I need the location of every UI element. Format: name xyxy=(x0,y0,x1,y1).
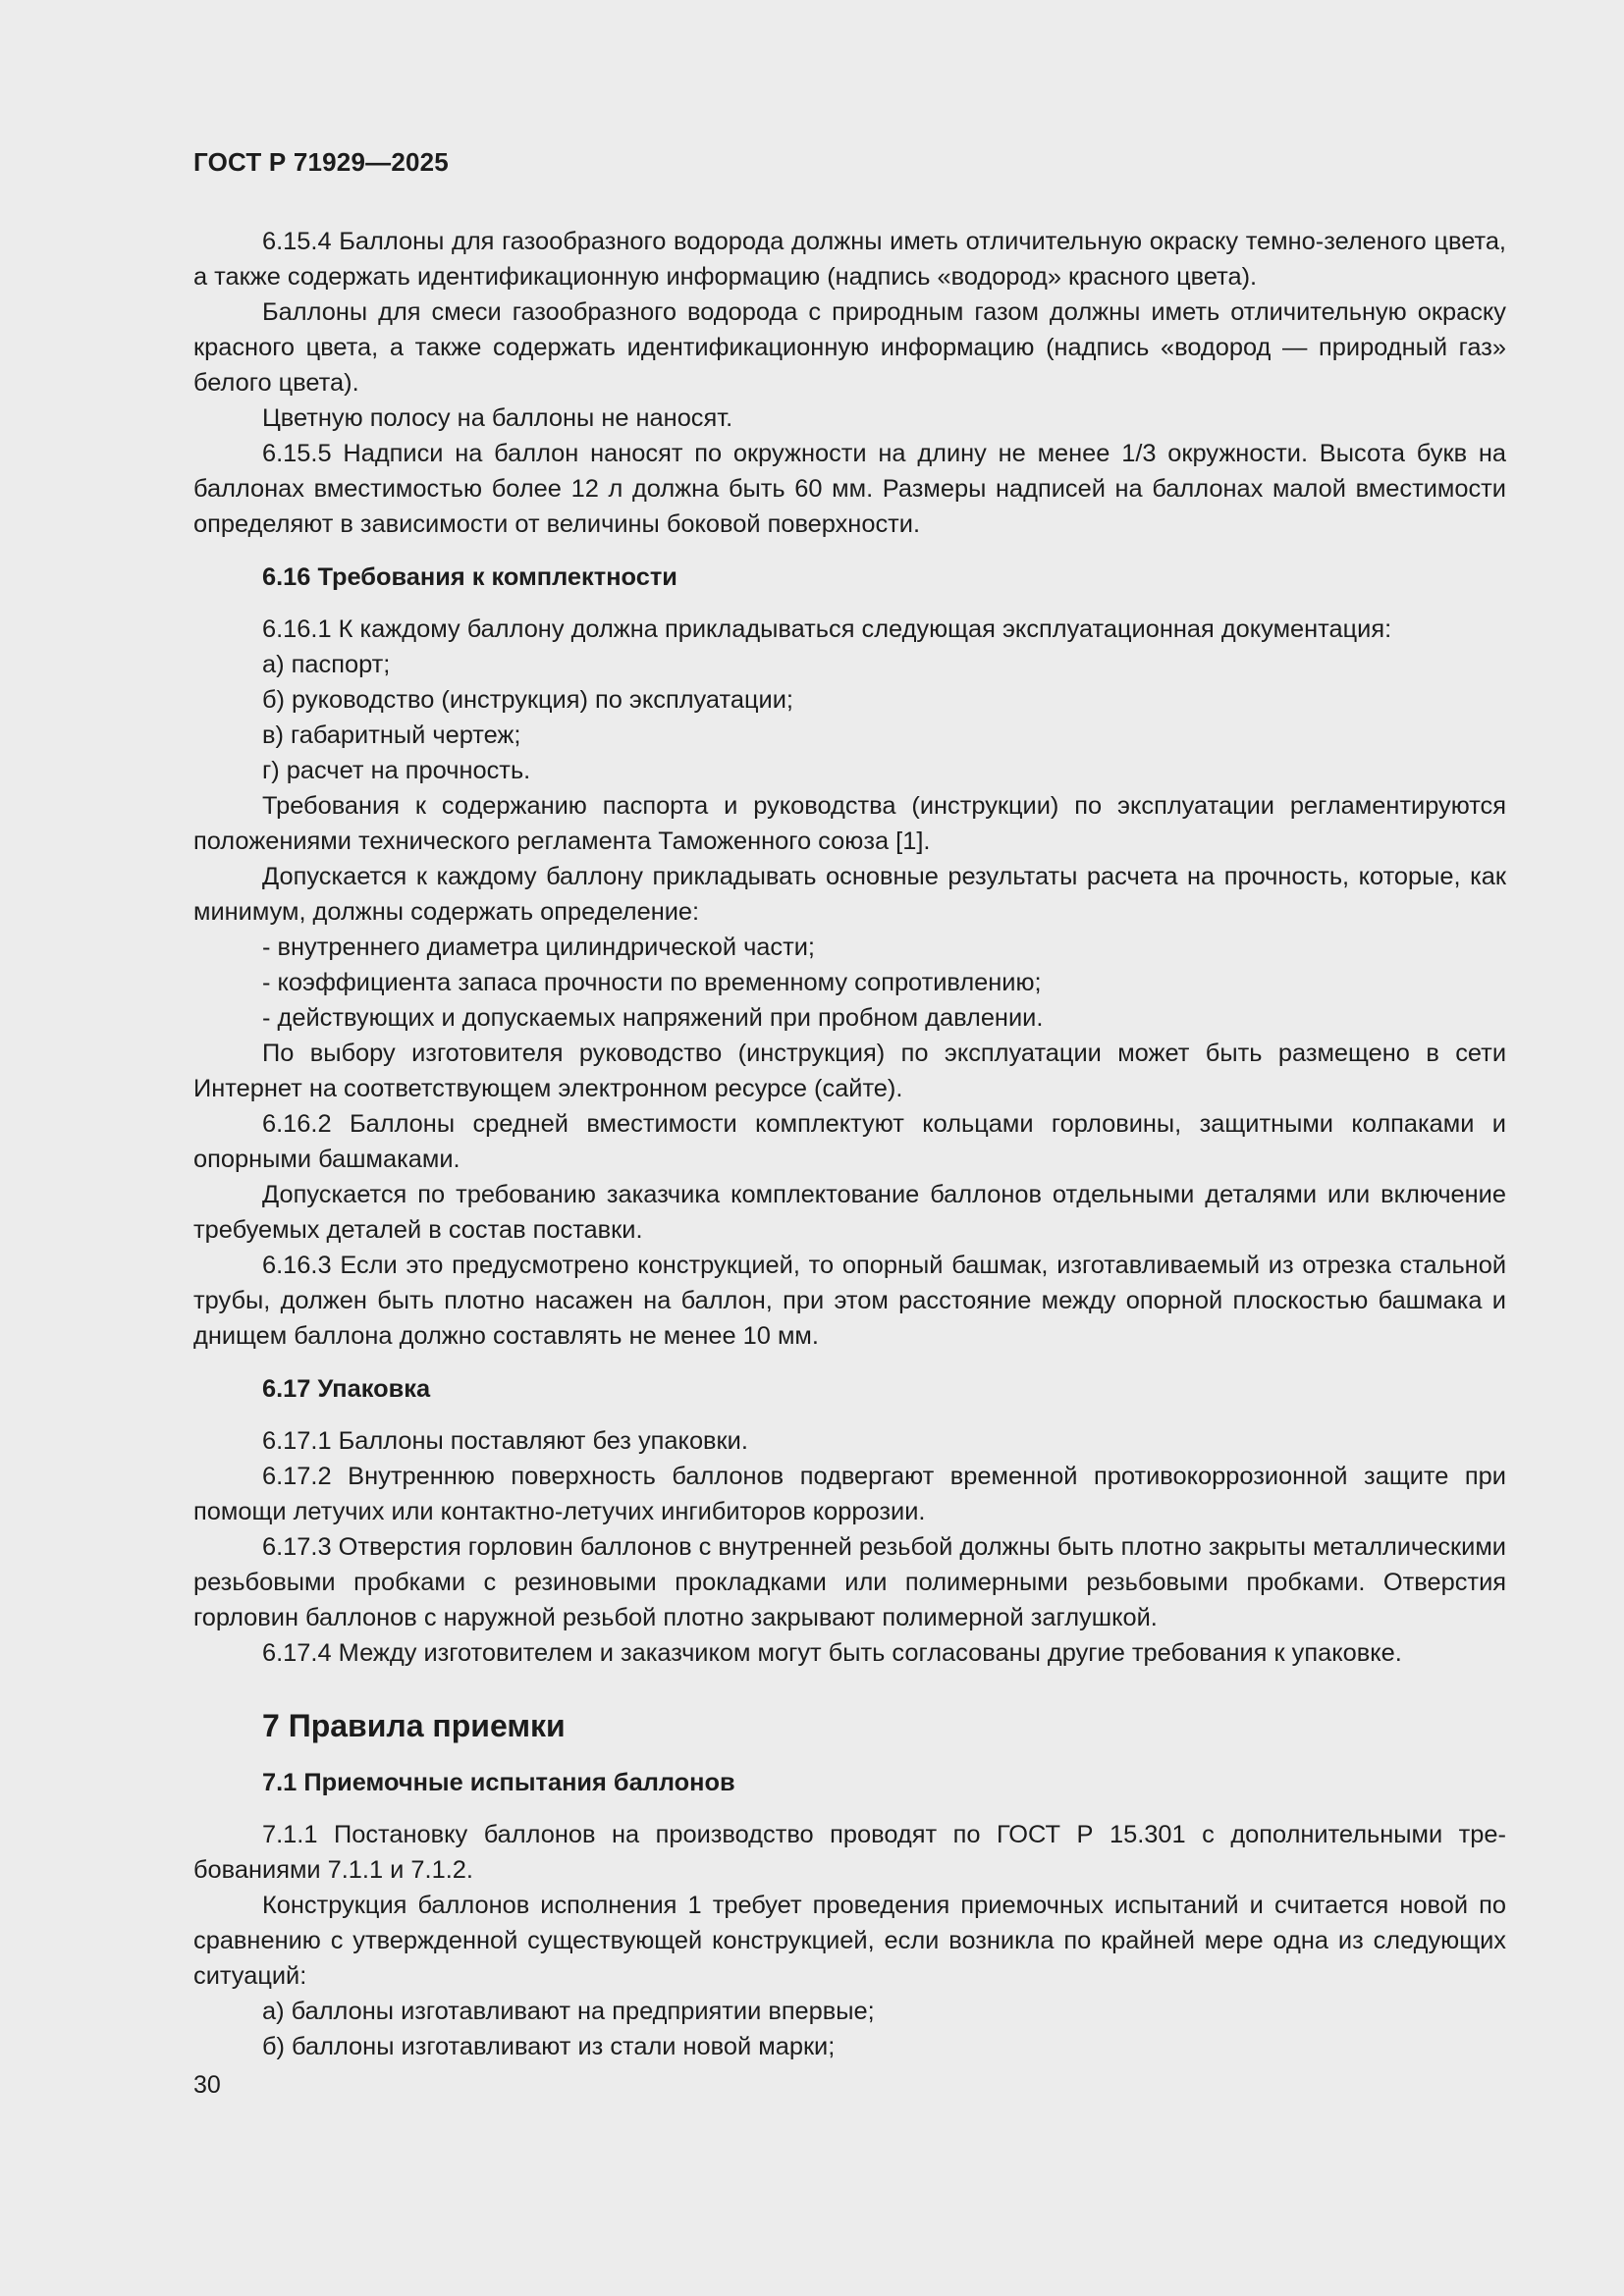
paragraph: Требования к содержанию паспорта и руководства (инструкции) по эксплуатации регламентируются положениями технического регламента Таможенного союза [1]. xyxy=(193,792,1506,855)
paragraph: 6.16.3 Если это предусмотрено конструкцией, то опорный башмак, изготавливаемый из отрезка стальной трубы, должен быть плотно насажен на баллон, при этом расстояние между опорной плоскостью башмака и днищем баллона должно составлять не менее 10 мм. xyxy=(193,1252,1506,1350)
list-item: - действующих и допускаемых напряжений при пробном давлении. xyxy=(262,1004,1044,1032)
list-item: - коэффициента запаса прочности по временному сопротивлению; xyxy=(262,969,1042,996)
list-item: б) баллоны изготавливают из стали новой марки; xyxy=(262,2033,836,2060)
paragraph: 6.16.2 Баллоны средней вместимости комплектуют кольцами горловины, защитными колпаками и опорными башмаками. xyxy=(193,1110,1506,1173)
list-item: - внутреннего диаметра цилиндрической части; xyxy=(262,934,815,961)
paragraph: Конструкция баллонов исполнения 1 требует проведения приемочных испытаний и считается новой по сравнению с утвержденной существующей конструкцией, если возникла по крайней мере одна из следующих ситуаций: xyxy=(193,1892,1506,1990)
list-item: г) расчет на прочность. xyxy=(262,757,531,784)
paragraph: Допускается к каждому баллону прикладывать основные результаты расчета на прочность, которые, как минимум, должны содержать определение: xyxy=(193,863,1506,926)
document-header: ГОСТ Р 71929—2025 xyxy=(193,147,449,177)
list-item: в) габаритный чертеж; xyxy=(262,721,521,749)
paragraph: По выбору изготовителя руководство (инструкция) по эксплуатации может быть размещено в сети Интернет на соответствующем электронном ресурсе (сайте). xyxy=(193,1040,1506,1102)
paragraph: 6.17.1 Баллоны поставляют без упаковки. xyxy=(262,1427,748,1455)
paragraph: Цветную полосу на баллоны не наносят. xyxy=(262,404,733,432)
section-heading: 7 Правила приемки xyxy=(262,1708,566,1743)
subsection-heading: 7.1 Приемочные испытания баллонов xyxy=(262,1769,735,1796)
paragraph: 6.17.4 Между изготовителем и заказчиком могут быть согласованы другие требования к упаковке. xyxy=(262,1639,1402,1667)
list-item: а) паспорт; xyxy=(262,651,391,678)
paragraph: Баллоны для смеси газообразного водорода с природным газом должны иметь отличительную окраску красного цвета, а также содержать идентификационную информацию (надпись «водород — природный газ» белого цвета). xyxy=(193,298,1506,397)
document-body xyxy=(193,224,1506,2064)
paragraph: 6.15.5 Надписи на баллон наносят по окружности на длину не менее 1/3 окружности. Высота букв на баллонах вместимостью более 12 л должна быть 60 мм. Размеры надписей на баллонах малой вместимости определяют в зависимости от величины боковой поверхности. xyxy=(193,440,1506,538)
page-number: 30 xyxy=(193,2071,221,2099)
paragraph: 6.17.2 Внутреннюю поверхность баллонов подвергают временной противокоррозионной защите при помощи летучих или контактно-летучих ингибиторов коррозии. xyxy=(193,1463,1506,1525)
paragraph: 6.15.4 Баллоны для газообразного водорода должны иметь отличительную окраску темно-зеленого цвета, а также содержать идентификационную информацию (надпись «водород» красного цвета). xyxy=(193,228,1506,291)
subsection-heading: 6.17 Упаковка xyxy=(262,1375,431,1403)
paragraph: 6.17.3 Отверстия горловин баллонов с внутренней резьбой должны быть плотно закрыты металлическими резьбовыми пробками с резиновыми прокладками или полимерными резьбовыми пробками. Отверстия горловин баллонов с наружной резьбой плотно закрывают полимерной заглушкой. xyxy=(193,1533,1506,1631)
paragraph: 6.16.1 К каждому баллону должна прикладываться следующая эксплуатационная документация: xyxy=(262,615,1392,643)
subsection-heading: 6.16 Требования к комплектности xyxy=(262,563,677,591)
list-item: а) баллоны изготавливают на предприятии впервые; xyxy=(262,1998,875,2025)
paragraph: 7.1.1 Постановку баллонов на производство проводят по ГОСТ Р 15.301 с дополнительными требованиями 7.1.1 и 7.1.2. xyxy=(193,1821,1506,1884)
paragraph: Допускается по требованию заказчика комплектование баллонов отдельными деталями или включение требуемых деталей в состав поставки. xyxy=(193,1181,1506,1244)
list-item: б) руководство (инструкция) по эксплуатации; xyxy=(262,686,793,714)
